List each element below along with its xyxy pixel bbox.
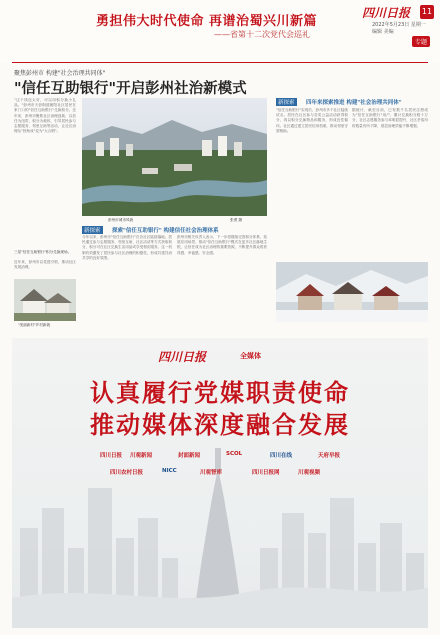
- banner-logo-subtitle: 全媒体: [240, 352, 261, 360]
- header-slogan: 勇担伟大时代使命 再谱治蜀兴川新篇: [96, 14, 318, 29]
- photo-caption: 彭州市城市风貌: [108, 218, 134, 222]
- editor-line: 编辑 美编: [372, 29, 394, 35]
- article-body-column: "这个钱包太好，可以用积分换小礼品。"彭州市天彭街道朝阳社区居民在家门口的"信任互助银行"兑换积分。近年来，彭州市聚焦社区治理创新，以信任为纽带，积分为载体，引导居民参与志愿服务、邻里互助等活动，让社区治理从"独角戏"变为"大合唱"。: [14, 98, 76, 134]
- section-label: 新探索: [84, 228, 101, 234]
- banner-headline-line1: 认真履行党媒职责使命: [90, 378, 350, 407]
- brand-logo: 川观视频: [298, 470, 321, 476]
- section-subheading: 四年来探索推进 构建"社会治理共同体": [306, 100, 402, 106]
- banner-headline-line2: 推动媒体深度融合发展: [90, 410, 350, 439]
- brand-logo: 四川日报网: [252, 470, 280, 476]
- sidebar-caption: 三星"信任互助银行"积分兑换现场。: [14, 250, 72, 254]
- article-kicker: 聚焦彭州市 构建"社会治理共同体": [14, 70, 106, 77]
- dateline: 2022年5月23日 星期一: [372, 22, 426, 28]
- brand-logo: 天府早报: [318, 453, 341, 459]
- article-headline: "信任互助银行"开启彭州社治新模式: [14, 80, 247, 97]
- village-photo: [14, 279, 76, 321]
- brand-logo: SCOL: [226, 451, 243, 457]
- page-number-badge: 11: [420, 5, 434, 19]
- brand-logo: 四川农村日报: [110, 470, 144, 476]
- banner-logo: 四川日报: [158, 350, 207, 364]
- article-body-column: 近年来，彭州市以党建引领，推动社区发展治理。: [14, 260, 76, 270]
- newspaper-logo: 四川日报: [362, 6, 411, 20]
- brand-logo: 川观智库: [200, 470, 223, 476]
- page-tag: 专题: [412, 36, 430, 47]
- article-body-column: 今年以来，彭州市"信任互助银行"在各社区陆续落地。居民通过参与志愿服务、邻里互助、社区活动等方式获取积分，积分可在社区兑换生活用品或享受相应服务。这一机制有效激发了居民参与社区治理的积极性，形成共建共治共享的良好氛围。: [82, 235, 172, 260]
- brand-logo: 四川日报: [100, 453, 123, 459]
- brand-logo: NICC: [162, 468, 177, 474]
- article-body-column: 据统计，截至目前，已有数千名居民注册成为"信任互助银行"用户，累计兑换积分数十万分，社区志愿服务参与率明显提升，社区矛盾纠纷数量有所下降，基层治理效能不断增强。: [352, 108, 428, 128]
- brand-logo: 川观新闻: [130, 453, 153, 459]
- brand-logo: 四川在线: [270, 453, 293, 459]
- article-body-column: 彭州市相关负责人表示，下一步将继续完善积分体系，拓展应用场景，推动"信任互助银行"模式在更多社区落地生根，让信任成为社区治理的重要资源，不断提升群众的获得感、幸福感、安全感。: [177, 235, 267, 255]
- snowy-town-photo: [276, 262, 428, 322]
- section-subheading: 探索"信任互助银行" 构建信任社会治理体系: [112, 228, 219, 234]
- photo-credit: 张勇 摄: [230, 218, 242, 222]
- brand-logo: 封面新闻: [178, 453, 201, 459]
- header-divider: [12, 62, 428, 63]
- header-subslogan: ——省第十二次党代会巡礼: [214, 30, 310, 39]
- article-body-column: "信任互助银行"实现后，彭州市多个社区陆续试点。居民在社区参与各类公益活动获得积分，再以积分兑换物品和服务，形成良性循环。社区通过建立居民信用档案，推动邻里守望相助。: [276, 108, 348, 133]
- village-photo-caption: "美丽新村"乡村新貌: [18, 323, 51, 327]
- city-aerial-photo: [82, 98, 267, 216]
- section-label: 新探索: [278, 100, 295, 106]
